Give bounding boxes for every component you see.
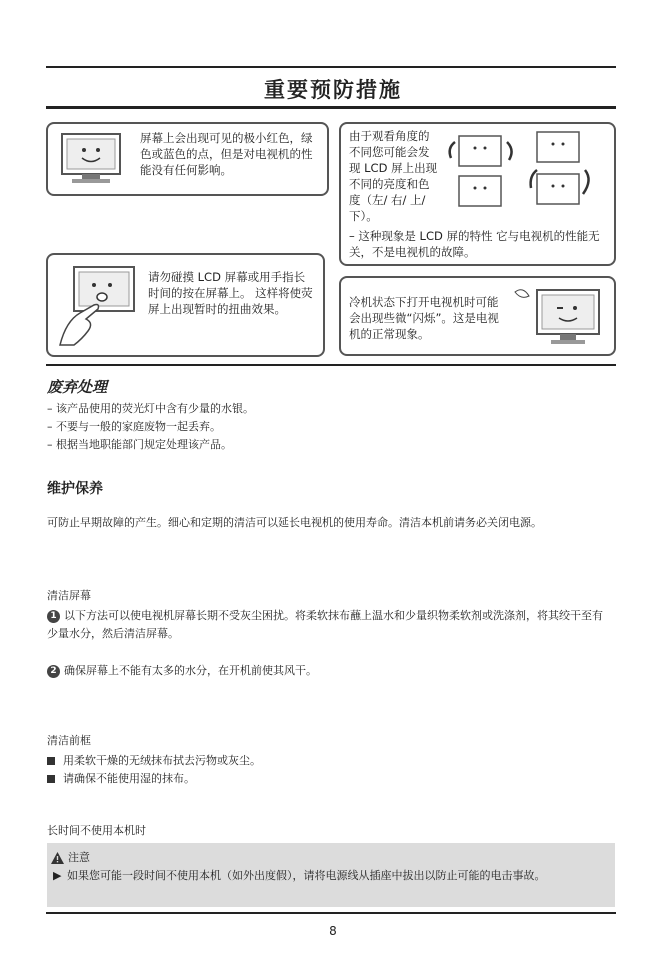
screen-step-text: 以下方法可以使电视机屏幕长期不受灰尘困扰。将柔软抹布蘸上温水和少量织物柔软剂或洗涤剂，将其绞干至有少量水分，然后清洁屏幕。 [47, 609, 603, 640]
triangle-bullet-icon: ▶ [53, 869, 62, 882]
disposal-item: – 不要与一般的家庭废物一起丢弃。 [47, 420, 221, 433]
disposal-heading: 废弃处理 [47, 378, 108, 396]
title-rule [46, 106, 616, 109]
screen-step [47, 607, 613, 643]
maintenance-intro: 可防止早期故障的产生。细心和定期的清洁可以延长电视机的使用寿命。清洁本机前请务必关闭电源。 [47, 516, 542, 529]
box3-text: 请勿碰摸 LCD 屏幕或用手指长时间的按在屏幕上。 这样将使荧屏上出现暂时的扭曲效果。 [148, 270, 313, 316]
step-number-2: 2 [47, 665, 60, 678]
warning-triangle-icon [51, 852, 64, 864]
unused-title: 长时间不使用本机时 [47, 824, 146, 837]
disposal-item: – 根据当地职能部门规定处理该产品。 [47, 438, 232, 451]
notice-box-dots [46, 122, 329, 196]
notice-box-touch [46, 253, 325, 357]
frame-item [47, 770, 195, 788]
notice-box-flicker [339, 276, 616, 356]
box2-text-bottom: – 这种现象是 LCD 屏的特性 它与电视机的性能无关，不是电视机的故障。 [349, 229, 600, 259]
maintenance-heading: 维护保养 [47, 481, 103, 497]
frame-item [47, 752, 261, 770]
square-bullet-icon [47, 757, 55, 765]
box4-text: 冷机状态下打开电视机时可能会出现些微“闪烁”。这是电视机的正常现象。 [349, 295, 499, 341]
caution-label: 注意 [68, 851, 90, 864]
screen-step [47, 662, 613, 680]
caution-text: 如果您可能一段时间不使用本机（如外出度假），请将电源线从插座中拔出以防止可能的电击事故。 [67, 869, 546, 882]
tv-angle-illustrations [445, 128, 605, 214]
section-rule [46, 364, 616, 366]
notice-box-viewing-angle [339, 122, 616, 266]
page-number: 8 [329, 924, 337, 938]
top-rule [46, 66, 616, 68]
screen-step-text: 确保屏幕上不能有太多的水分，在开机前使其风干。 [64, 664, 317, 677]
disposal-item: – 该产品使用的荧光灯中含有少量的水银。 [47, 402, 254, 415]
hand-touching-tv-illustration [54, 261, 140, 347]
square-bullet-icon [47, 775, 55, 783]
box1-text: 屏幕上会出现可见的极小红色，绿色或蓝色的点，但是对电视机的性能没有任何影响。 [140, 131, 313, 177]
frame-item-text: 请确保不能使用湿的抹布。 [63, 772, 195, 785]
tv-winking-illustration [511, 282, 609, 350]
box2-text-top: 由于观看角度的不同您可能会发现 LCD 屏上出现不同的亮度和色度（左/ 右/ 上/ 下）。 [349, 129, 438, 223]
frame-item-text: 用柔软干燥的无绒抹布拭去污物或灰尘。 [63, 754, 261, 767]
bottom-rule [46, 912, 616, 914]
step-number-1: 1 [47, 610, 60, 623]
caution-text-row [53, 867, 609, 884]
tv-smiling-illustration [56, 130, 130, 188]
caution-heading [51, 849, 90, 865]
page-title: 重要预防措施 [264, 78, 402, 102]
clean-screen-title: 清洁屏幕 [47, 589, 91, 602]
clean-frame-title: 清洁前框 [47, 734, 91, 747]
caution-box [47, 843, 615, 907]
